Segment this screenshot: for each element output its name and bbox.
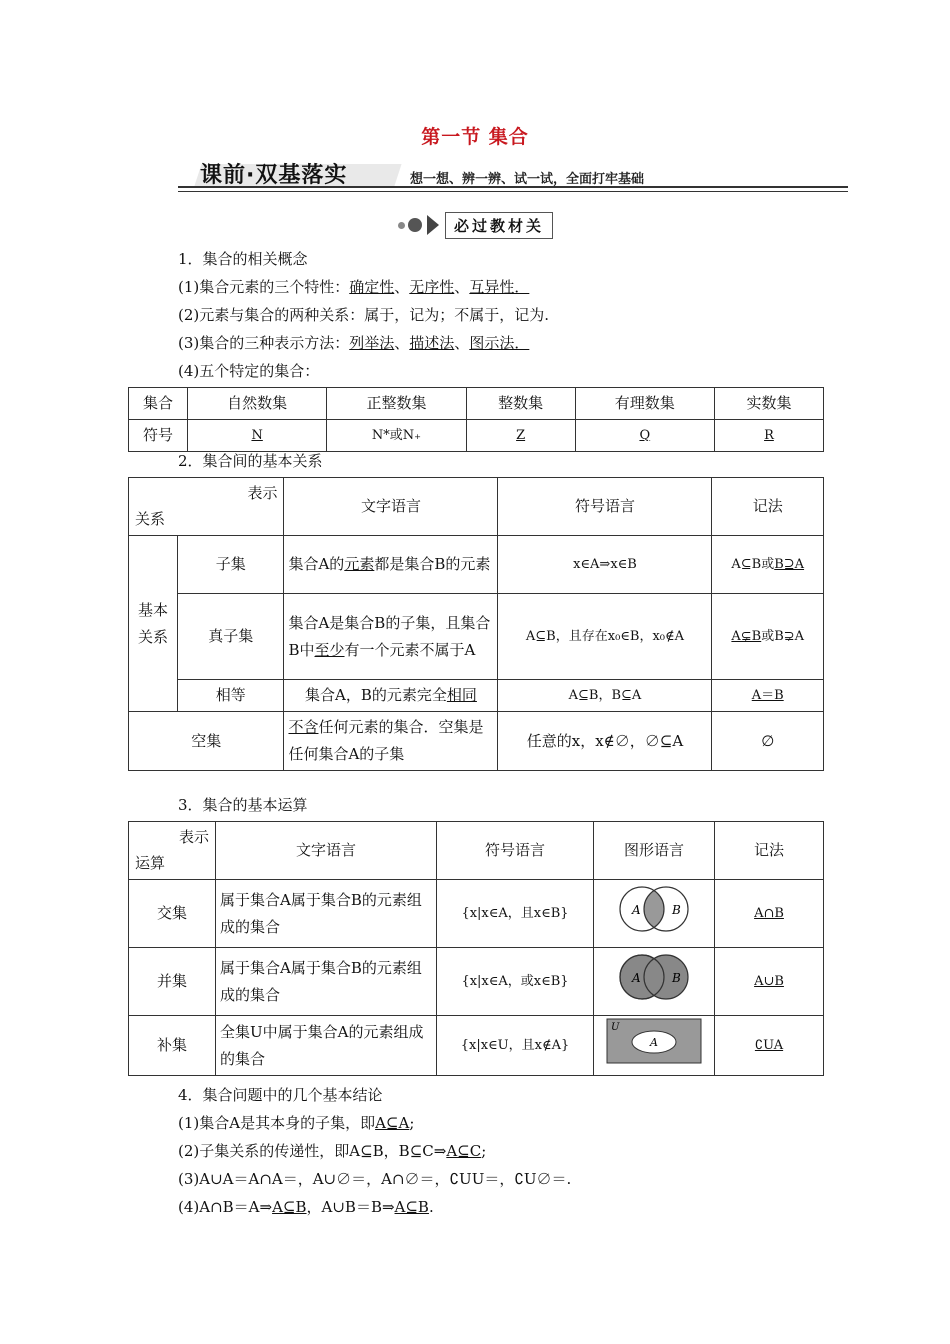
table-cell: Z bbox=[466, 420, 575, 452]
text: 都是集合B的元素 bbox=[374, 555, 491, 573]
set-a-label: A bbox=[632, 903, 641, 917]
s1-line-4: (4)五个特定的集合： bbox=[178, 362, 320, 380]
table-row bbox=[129, 712, 824, 771]
answer: 确定性 bbox=[349, 278, 395, 296]
table-cell: ∅ bbox=[712, 712, 824, 771]
text: (3)集合的三种表示方法： bbox=[178, 334, 350, 352]
table-cell: R bbox=[714, 420, 823, 452]
row-label: 补集 bbox=[129, 1016, 216, 1076]
s3-heading: 3．集合的基本运算 bbox=[178, 796, 308, 814]
s1-line-2: (2)元素与集合的两种关系：属于，记为；不属于，记为. bbox=[178, 306, 550, 324]
answer: 图示法． bbox=[469, 334, 530, 352]
text: 有一个元素不属于A bbox=[344, 640, 476, 659]
table-row bbox=[129, 594, 824, 680]
table-cell bbox=[715, 948, 824, 1016]
answer: A⊆C bbox=[446, 1142, 482, 1160]
answer: 至少 bbox=[314, 640, 345, 659]
table-cell: x∈A⇒x∈B bbox=[498, 536, 712, 594]
text: 、 bbox=[454, 334, 470, 352]
answer: A⊊B bbox=[731, 628, 762, 644]
s4-line-2 bbox=[178, 1140, 486, 1161]
text: 、 bbox=[394, 334, 410, 352]
venn-cell bbox=[594, 880, 715, 948]
table-cell: 属于集合A属于集合B的元素组成的集合 bbox=[216, 948, 437, 1016]
banner-tagline: 想一想、辨一辨、试一试，全面打牢基础 bbox=[410, 172, 645, 187]
table-row bbox=[129, 880, 824, 948]
header-label: 表示 bbox=[247, 484, 278, 502]
text: (1)集合A是其本身的子集，即 bbox=[178, 1114, 376, 1132]
text: (2)子集关系的传递性，即A⊆B，B⊆C⇒ bbox=[178, 1142, 447, 1160]
banner-title: 课前·双基落实 bbox=[200, 163, 348, 188]
text: (1)集合元素的三个特性： bbox=[178, 278, 350, 296]
text: 或B⊋A bbox=[761, 628, 805, 644]
answer: 不含 bbox=[288, 718, 319, 736]
table-cell: 自然数集 bbox=[188, 388, 327, 420]
s1-heading: 1．集合的相关概念 bbox=[178, 250, 308, 268]
set-b-label: B bbox=[672, 971, 681, 985]
diag-header bbox=[129, 822, 216, 880]
table-cell: A⊆B，且存在x₀∈B，x₀∉A bbox=[498, 594, 712, 680]
banner-rule-thin bbox=[178, 191, 848, 192]
s2-heading: 2．集合间的基本关系 bbox=[178, 452, 323, 470]
column-header: 符号语言 bbox=[437, 822, 594, 880]
text: 集合A是集合B的子集，且集合B中 bbox=[288, 613, 491, 659]
table-cell bbox=[284, 712, 498, 771]
complement-venn-diagram bbox=[606, 1018, 702, 1064]
table-cell: 有理数集 bbox=[575, 388, 714, 420]
row-label: 子集 bbox=[178, 536, 284, 594]
column-header: 文字语言 bbox=[284, 478, 498, 536]
header-label: 运算 bbox=[135, 854, 166, 872]
text: ; bbox=[409, 1114, 415, 1132]
s4-line-3: (3)A∪A＝A∩A＝，A∪∅＝，A∩∅＝，∁UU＝，∁U∅＝. bbox=[178, 1170, 572, 1188]
table-cell bbox=[715, 880, 824, 948]
row-label: 空集 bbox=[129, 712, 284, 771]
header-label: 关系 bbox=[135, 510, 166, 528]
table-cell: 全集U中属于集合A的元素组成的集合 bbox=[216, 1016, 437, 1076]
answer: ∁UA bbox=[754, 1037, 784, 1053]
column-header: 文字语言 bbox=[216, 822, 437, 880]
section-tag bbox=[398, 212, 553, 238]
answer: B⊇A bbox=[774, 556, 805, 572]
column-header: 记法 bbox=[712, 478, 824, 536]
header-label: 表示 bbox=[178, 828, 209, 846]
special-sets-table bbox=[128, 387, 824, 452]
table-cell: {x|x∈A，或x∈B} bbox=[437, 948, 594, 1016]
answer: A∪B bbox=[754, 973, 784, 989]
table-cell: N*或N₊ bbox=[327, 420, 466, 452]
answer: 列举法 bbox=[349, 334, 395, 352]
table-cell: Q bbox=[575, 420, 714, 452]
table-cell: 集合 bbox=[129, 388, 188, 420]
universal-set-label: U bbox=[611, 1022, 620, 1033]
set-b-label: B bbox=[672, 903, 681, 917]
table-cell: A⊆B，B⊆A bbox=[498, 680, 712, 712]
column-header: 记法 bbox=[715, 822, 824, 880]
table-cell: N bbox=[188, 420, 327, 452]
text: . bbox=[428, 1198, 434, 1216]
venn-cell bbox=[594, 1016, 715, 1076]
dot-icon bbox=[398, 222, 405, 229]
set-a-label: A bbox=[632, 971, 641, 985]
table-cell: 正整数集 bbox=[327, 388, 466, 420]
table-cell bbox=[712, 680, 824, 712]
answer: A＝B bbox=[751, 687, 784, 703]
arrow-right-icon bbox=[427, 215, 439, 235]
table-row bbox=[129, 948, 824, 1016]
s1-line-1 bbox=[178, 276, 529, 297]
answer: A⊆B bbox=[394, 1198, 429, 1216]
answer: A⊆B bbox=[272, 1198, 307, 1216]
table-cell bbox=[712, 594, 824, 680]
answer: A⊆A bbox=[375, 1114, 410, 1132]
relations-table bbox=[128, 477, 824, 771]
table-row bbox=[129, 1016, 824, 1076]
table-row bbox=[129, 822, 824, 880]
group-cell: 基本 关系 bbox=[129, 536, 178, 712]
text: ，A∪B＝B⇒ bbox=[306, 1198, 395, 1216]
row-label: 真子集 bbox=[178, 594, 284, 680]
table-cell: 整数集 bbox=[466, 388, 575, 420]
union-venn-diagram bbox=[606, 950, 702, 1004]
row-label: 相等 bbox=[178, 680, 284, 712]
table-cell: {x|x∈A，且x∈B} bbox=[437, 880, 594, 948]
table-cell bbox=[284, 680, 498, 712]
diag-header bbox=[129, 478, 284, 536]
column-header: 符号语言 bbox=[498, 478, 712, 536]
table-cell: 任意的x，x∉∅，∅⊆A bbox=[498, 712, 712, 771]
row-label: 交集 bbox=[129, 880, 216, 948]
table-row bbox=[129, 388, 824, 420]
answer: A∩B bbox=[754, 905, 784, 921]
text: A⊆B或 bbox=[731, 556, 775, 572]
set-a-label: A bbox=[650, 1036, 658, 1049]
text: 集合A的 bbox=[288, 555, 345, 573]
section-tag-label: 必过教材关 bbox=[445, 212, 553, 239]
s4-heading: 4．集合问题中的几个基本结论 bbox=[178, 1086, 383, 1104]
table-row bbox=[129, 536, 824, 594]
table-cell: 符号 bbox=[129, 420, 188, 452]
table-row bbox=[129, 680, 824, 712]
text: 集合A，B的元素完全 bbox=[305, 686, 447, 704]
s4-line-1 bbox=[178, 1112, 414, 1133]
table-cell bbox=[284, 536, 498, 594]
table-cell: 实数集 bbox=[714, 388, 823, 420]
text: 任何元素的集合．空集是任何集合A的子集 bbox=[288, 718, 484, 763]
table-row bbox=[129, 478, 824, 536]
text: (4)A∩B＝A⇒ bbox=[178, 1198, 273, 1216]
venn-cell bbox=[594, 948, 715, 1016]
answer: 相同 bbox=[446, 686, 477, 704]
table-row bbox=[129, 420, 824, 452]
table-cell: {x|x∈U，且x∉A} bbox=[437, 1016, 594, 1076]
dot-icon bbox=[408, 218, 422, 232]
text: 、 bbox=[394, 278, 410, 296]
table-cell: 属于集合A属于集合B的元素组成的集合 bbox=[216, 880, 437, 948]
answer: 描述法 bbox=[409, 334, 455, 352]
intersection-venn-diagram bbox=[606, 882, 702, 936]
answer: 元素 bbox=[344, 555, 375, 573]
text: ; bbox=[481, 1142, 487, 1160]
answer: 无序性 bbox=[409, 278, 455, 296]
section-banner bbox=[178, 160, 848, 194]
table-cell bbox=[712, 536, 824, 594]
text: 、 bbox=[454, 278, 470, 296]
row-label: 并集 bbox=[129, 948, 216, 1016]
answer: 互异性． bbox=[469, 278, 530, 296]
s1-line-3 bbox=[178, 332, 529, 353]
page-title: 第一节 集合 bbox=[421, 126, 529, 148]
table-cell bbox=[715, 1016, 824, 1076]
operations-table bbox=[128, 821, 824, 1076]
table-cell bbox=[284, 594, 498, 680]
s4-line-4 bbox=[178, 1196, 434, 1217]
column-header: 图形语言 bbox=[594, 822, 715, 880]
